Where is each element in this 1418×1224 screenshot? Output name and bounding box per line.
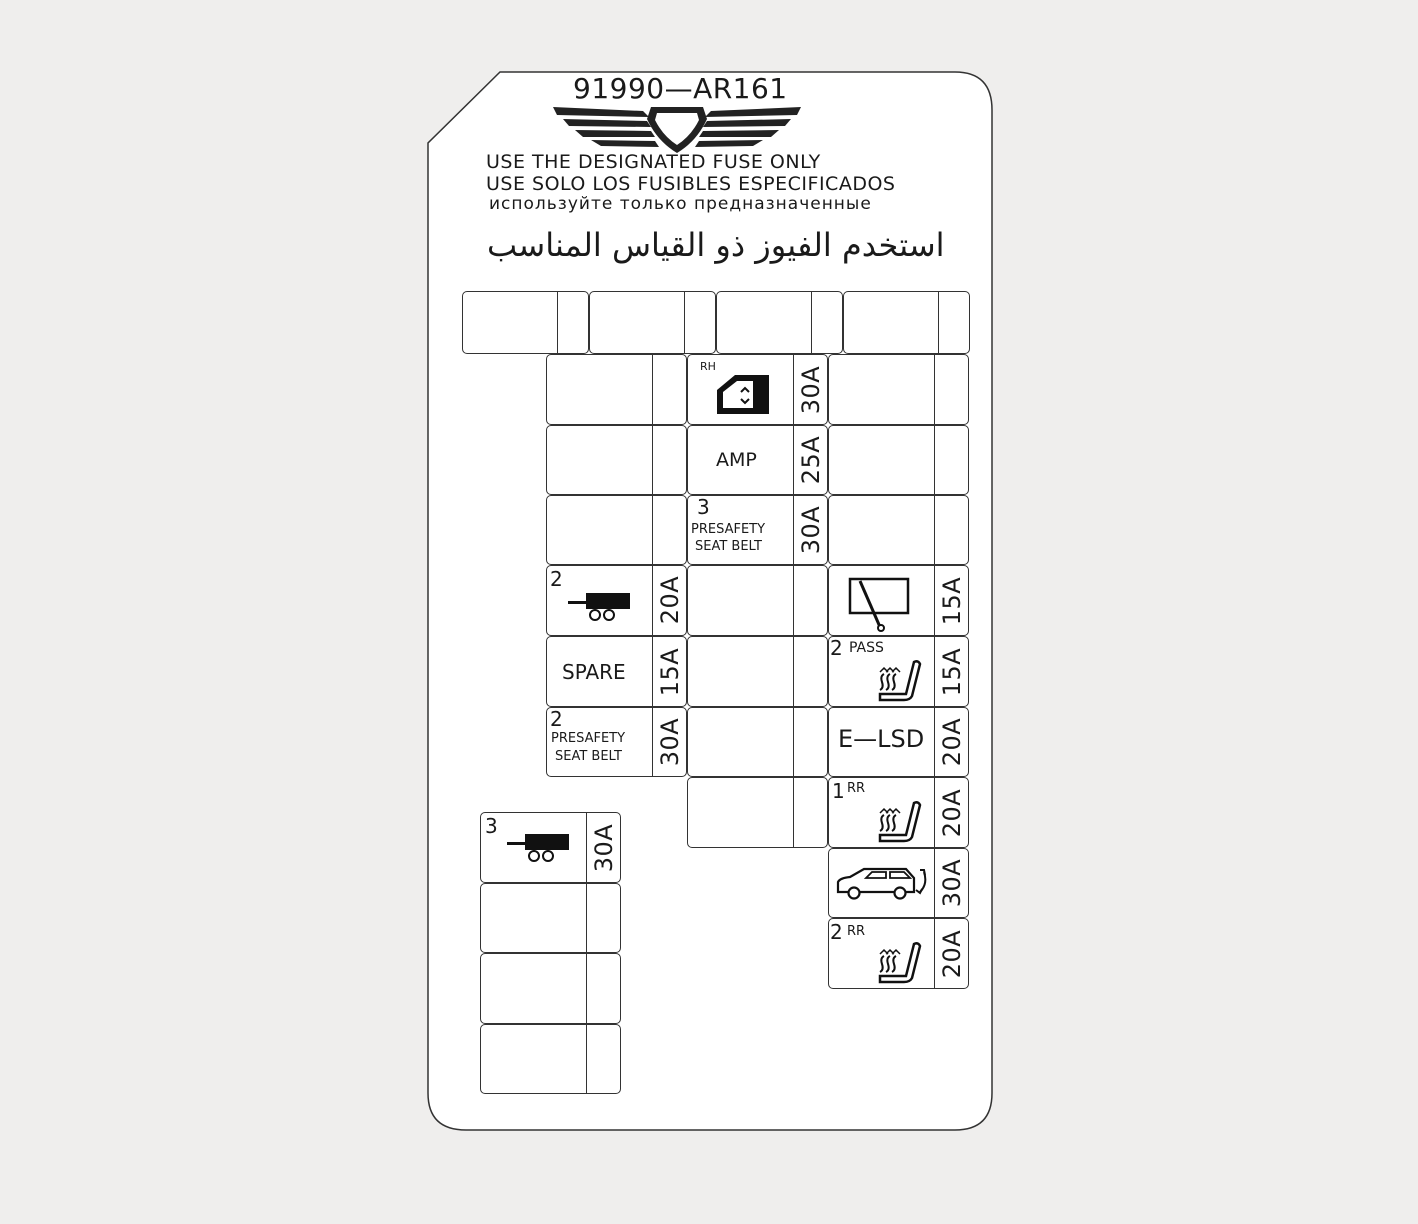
fuse-power-tailgate [828,848,969,918]
fuse-number: 2 [830,920,843,944]
fuse-tag: RR [847,924,866,939]
fuse-slot-empty [480,1024,621,1094]
fuse-label: E—LSD [838,725,925,753]
fuse-slot-empty [687,636,828,707]
fuse-number: 2 [830,636,843,660]
fuse-slot-empty [828,354,969,425]
fuse-rating: 30A [938,858,966,908]
fuse-power-window-rh [687,354,828,425]
fuse-tag: RH [700,360,716,373]
fuse-slot-empty [828,495,969,565]
power-window-icon [715,372,771,416]
fuse-label-line1: PRESAFETY [691,522,766,537]
warning-english: USE THE DESIGNATED FUSE ONLY [486,151,821,173]
fuse-rating: 30A [590,823,618,873]
warning-arabic: استخدم الفيوز ذو القياس المناسب [487,226,945,264]
fuse-slot-empty [687,707,828,777]
winged-crest-logo [551,103,803,155]
fuse-rating: 15A [656,647,684,697]
fuse-trailer-2 [546,565,687,636]
fuse-elsd [828,707,969,777]
fuse-rating: 20A [938,717,966,767]
fuse-label-line1: PRESAFETY [551,731,626,746]
seat-heater-icon [876,658,924,702]
fuse-slot-empty [687,565,828,636]
seat-heater-icon [876,940,924,984]
fuse-slot-empty [589,291,716,354]
trailer-icon [568,591,634,623]
fuse-slot-empty [828,425,969,495]
fuse-seat-heater-pass-2 [828,636,969,707]
fuse-label: AMP [716,449,757,471]
fuse-slot-empty [462,291,589,354]
seat-heater-icon [876,799,924,843]
fuse-slot-empty [480,883,621,953]
fuse-rating: 30A [797,365,825,415]
fuse-presafety-seatbelt-2 [546,707,687,777]
fuse-slot-empty [546,495,687,565]
warning-russian: используйте только предназначенные [489,194,872,214]
fuse-spare [546,636,687,707]
fuse-slot-empty [546,354,687,425]
rear-wiper-icon [848,577,912,633]
fuse-rating: 25A [797,435,825,485]
fuse-tag: PASS [849,640,884,656]
fuse-label: SPARE [562,660,626,684]
part-number: 91990—AR161 [573,72,788,105]
fuse-slot-empty [480,953,621,1024]
fuse-slot-empty [546,425,687,495]
fuse-number: 2 [550,707,563,731]
fuse-rating: 30A [656,717,684,767]
fuse-rating: 20A [938,929,966,979]
fuse-rear-wiper [828,565,969,636]
fuse-seat-heater-rr-1 [828,777,969,848]
fuse-tag: RR [847,781,866,796]
power-tailgate-icon [836,866,932,902]
fuse-number: 3 [697,495,710,519]
trailer-icon [507,832,573,864]
fuse-rating: 30A [797,505,825,555]
fuse-rating: 20A [938,788,966,838]
warning-spanish: USE SOLO LOS FUSIBLES ESPECIFICADOS [486,173,896,195]
fuse-rating: 15A [938,647,966,697]
fuse-number: 3 [485,814,498,838]
fuse-rating: 20A [656,575,684,625]
fuse-trailer-3 [480,812,621,883]
fuse-number: 1 [832,779,845,803]
fuse-amp [687,425,828,495]
fuse-slot-empty [687,777,828,848]
fuse-slot-empty [843,291,970,354]
fuse-rating: 15A [938,576,966,626]
fuse-presafety-seatbelt-3 [687,495,828,565]
fuse-number: 2 [550,567,563,591]
fuse-slot-empty [716,291,843,354]
fuse-label-line2: SEAT BELT [695,539,762,554]
fuse-label-line2: SEAT BELT [555,749,622,764]
fuse-seat-heater-rr-2 [828,918,969,989]
